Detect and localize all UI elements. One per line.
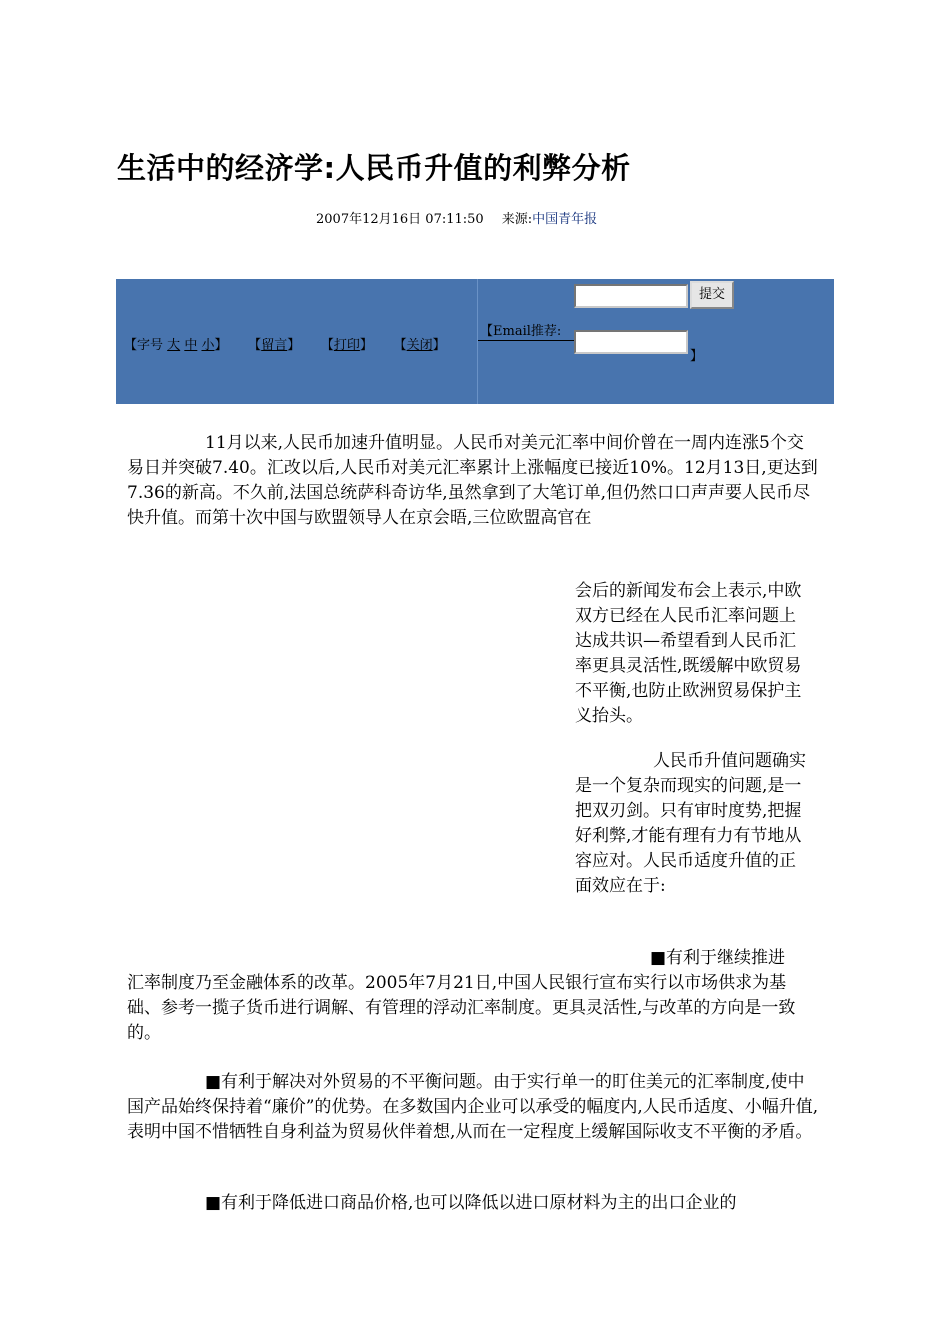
paragraph-6: ■有利于降低进口商品价格,也可以降低以进口原材料为主的出口企业的 xyxy=(205,1193,737,1213)
article-title: 生活中的经济学:人民币升值的利弊分析 xyxy=(117,151,631,185)
paragraph-1: 11月以来,人民币加速升值明显。人民币对美元汇率中间价曾在一周内连涨5个交易日并突破7.40。汇改以后,人民币对美元汇率累计上涨幅度已接近10%。12月13日,更达到7.36的新高。不久前,法国总统萨科奇访华,虽然拿到了大笔订单,但仍然口口声声要人民币尽快升值。而第十次中国与欧盟领导人在京会晤,三位欧盟高官在 xyxy=(127,433,818,528)
toolbar-links xyxy=(124,334,446,353)
font-size-label: 【字号 xyxy=(124,338,164,353)
email-label-rule xyxy=(478,340,574,341)
paragraph-4-head: ■有利于继续推进 xyxy=(650,948,786,968)
publish-date: 2007年12月16日 07:11:50 xyxy=(316,212,484,227)
paragraph-5: ■有利于解决对外贸易的不平衡问题。由于实行单一的盯住美元的汇率制度,使中国产品始终保持着“廉价”的优势。在多数国内企业可以承受的幅度内,人民币适度、小幅升值,表明中国不惜牺牲自身利益为贸易伙伴着想,从而在一定程度上缓解国际收支不平衡的矛盾。 xyxy=(127,1072,819,1142)
close-link[interactable]: 关闭 xyxy=(406,338,433,353)
paragraph-3: 人民币升值问题确实是一个复杂而现实的问题,是一把双刃剑。只有审时度势,把握好利弊,才能有理有力有节地从容应对。人民币适度升值的正面效应在于: xyxy=(575,751,806,896)
print-link[interactable]: 打印 xyxy=(333,338,360,353)
email-bracket-close: 】 xyxy=(690,349,704,364)
article-toolbar xyxy=(116,279,834,404)
font-medium-link[interactable]: 中 xyxy=(184,338,198,353)
bracket: 【 xyxy=(320,338,334,353)
email-input[interactable] xyxy=(574,330,688,354)
article-meta xyxy=(316,208,597,227)
font-small-link[interactable]: 小 xyxy=(201,338,215,353)
email-recommend-label: 【Email推荐: xyxy=(480,324,562,339)
font-size-close: 】 xyxy=(214,338,228,353)
bracket: 】 xyxy=(287,338,301,353)
comment-link[interactable]: 留言 xyxy=(261,338,288,353)
paragraph-2: 会后的新闻发布会上表示,中欧双方已经在人民币汇率问题上达成共识—希望看到人民币汇率更具灵活性,既缓解中欧贸易不平衡,也防止欧洲贸易保护主义抬头。 xyxy=(575,581,802,726)
font-large-link[interactable]: 大 xyxy=(167,338,181,353)
bracket: 】 xyxy=(359,338,373,353)
submit-button[interactable]: 提交 xyxy=(690,281,734,309)
paragraph-4: 汇率制度乃至金融体系的改革。2005年7月21日,中国人民银行宣布实行以市场供求为基础、参考一揽子货币进行调解、有管理的浮动汇率制度。更具灵活性,与改革的方向是一致的。 xyxy=(127,973,796,1043)
recommend-text-input[interactable] xyxy=(574,284,688,308)
bracket: 】 xyxy=(432,338,446,353)
bracket: 【 xyxy=(248,338,262,353)
source-label: 来源: xyxy=(501,212,533,227)
toolbar-divider xyxy=(477,279,478,404)
bracket: 【 xyxy=(393,338,407,353)
source-name: 中国青年报 xyxy=(532,212,598,227)
